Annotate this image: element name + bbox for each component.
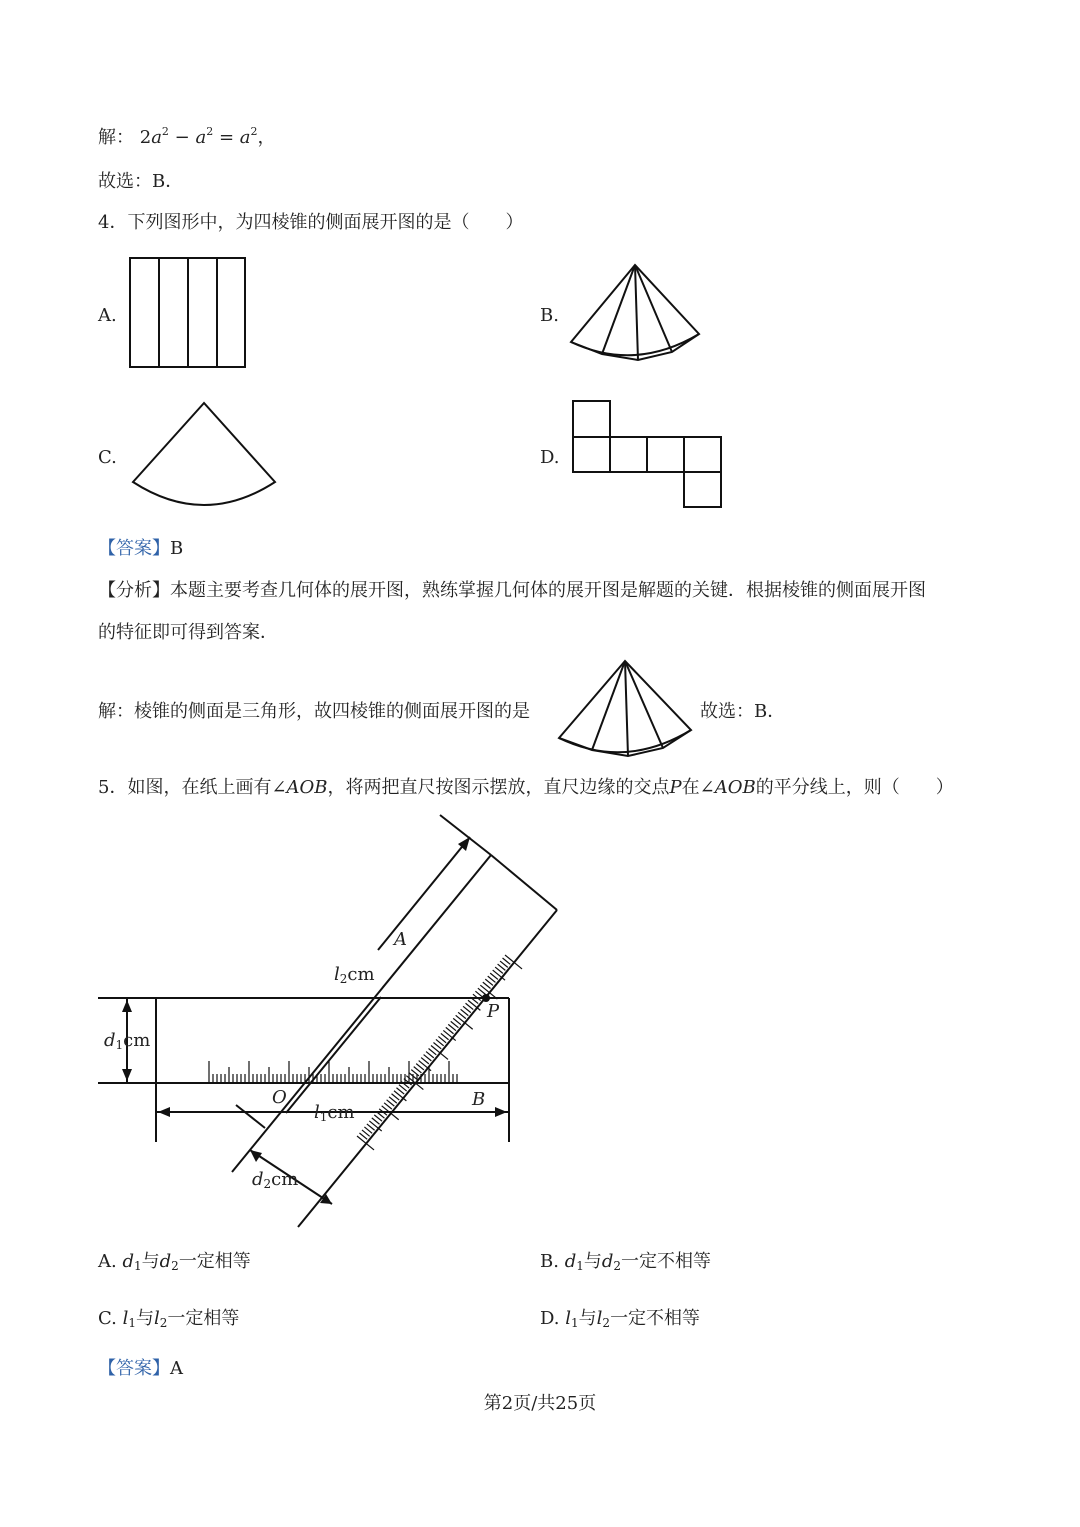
option-a [98,1250,251,1278]
answer-value: B [170,538,184,559]
var: l [154,1308,160,1329]
option-text: 一定相等 [167,1308,240,1329]
minus-sign: − [174,127,190,148]
option-label: B. [540,1251,559,1272]
page-footer: 第2页/共25页 [483,1393,597,1414]
unit: cm [123,1030,151,1051]
subscript: 1 [319,1110,328,1124]
slanted-ruler-left-edge [232,855,491,1172]
label-p: P [487,1001,500,1022]
unit: cm [327,1102,355,1123]
angle-ray-oa [286,997,381,1113]
label-b: B [472,1089,486,1110]
equals-sign: = [218,127,235,148]
option-b [540,1250,711,1278]
subscript: 2 [263,1177,272,1191]
option-d [540,1307,700,1335]
slanted-ruler-end [491,855,557,910]
option-a-label: A. [98,305,117,326]
exponent: 2 [161,125,169,138]
l2-dimension-line [378,837,470,950]
point-name: P [669,777,682,798]
choose-line: 故选：B． [98,171,184,192]
coefficient: 2 [139,127,152,148]
exponent: 2 [250,125,258,138]
unit: cm [347,964,375,985]
analysis-tag: 【分析】 [98,580,170,601]
label-d2 [252,1168,298,1196]
option-text: 与 [578,1308,597,1329]
angle-name: ∠AOB [699,777,756,798]
var: l [565,1308,572,1329]
option-text: 与 [583,1251,602,1272]
option-d-label: D. [540,447,560,468]
solution-line: 解：棱锥的侧面是三角形，故四棱锥的侧面展开图的是 [98,701,530,722]
subscript: 1 [134,1259,142,1273]
option-label: A. [98,1251,117,1272]
label-l2 [334,963,375,991]
var: l [596,1308,603,1329]
option-c [98,1307,239,1335]
option-text: 与 [141,1251,160,1272]
subscript: 1 [115,1038,124,1052]
option-label: C. [98,1308,117,1329]
arrow-head [158,1107,170,1117]
variable: a [151,127,162,148]
arrow-head [495,1107,507,1117]
question-4-stem: 4．下列图形中，为四棱锥的侧面展开图的是（ ） [98,212,524,233]
answer-tag: 【答案】 [98,1358,170,1379]
option-c-label: C. [98,447,117,468]
angle-name: ∠AOB [271,777,328,798]
option-text: 一定不相等 [610,1308,701,1329]
unit: cm [271,1169,299,1190]
extension-line [236,1105,265,1128]
var: d [564,1251,577,1272]
subscript: 2 [602,1316,611,1330]
subscript: 1 [571,1316,579,1330]
option-b-label: B. [540,305,559,326]
arrow-head [122,1000,132,1012]
analysis-line-2: 的特征即可得到答案． [98,622,278,643]
var: d [252,1169,264,1190]
analysis-text: 本题主要考查几何体的展开图，熟练掌握几何体的展开图是解题的关键．根据棱锥的侧面展开图 [170,580,926,601]
answer-value: A [170,1358,183,1379]
label-d1 [104,1029,150,1057]
var: d [122,1251,134,1272]
subscript: 2 [159,1316,168,1330]
subscript: 1 [128,1316,136,1330]
solution-prefix: 解： [98,127,134,148]
var: l [334,964,340,985]
label-l1 [314,1101,355,1129]
punct: ， [257,127,276,148]
var: d [104,1030,116,1051]
subscript: 1 [576,1259,584,1273]
option-label: D. [540,1308,560,1329]
variable: a [239,127,251,148]
var: d [601,1251,614,1272]
stem-text: 的平分线上，则（ ） [755,777,954,798]
label-a: A [394,929,407,950]
choose-line: 故选：B． [700,701,786,722]
option-text: 一定不相等 [621,1251,712,1272]
subscript: 2 [339,972,348,986]
stem-text: ，将两把直尺按图示摆放，直尺边缘的交点 [327,777,670,798]
subscript: 2 [613,1259,622,1273]
variable: a [195,127,207,148]
var: l [314,1102,320,1123]
subscript: 2 [171,1259,179,1273]
arrow-head [122,1069,132,1081]
var: l [122,1308,129,1329]
stem-text: 在 [681,777,700,798]
stem-text: 5．如图，在纸上画有 [98,777,272,798]
option-text: 一定相等 [178,1251,251,1272]
label-o: O [272,1087,287,1108]
option-text: 与 [136,1308,154,1329]
var: d [159,1251,172,1272]
exponent: 2 [206,125,214,138]
answer-line [98,1357,183,1381]
answer-tag: 【答案】 [98,538,170,559]
